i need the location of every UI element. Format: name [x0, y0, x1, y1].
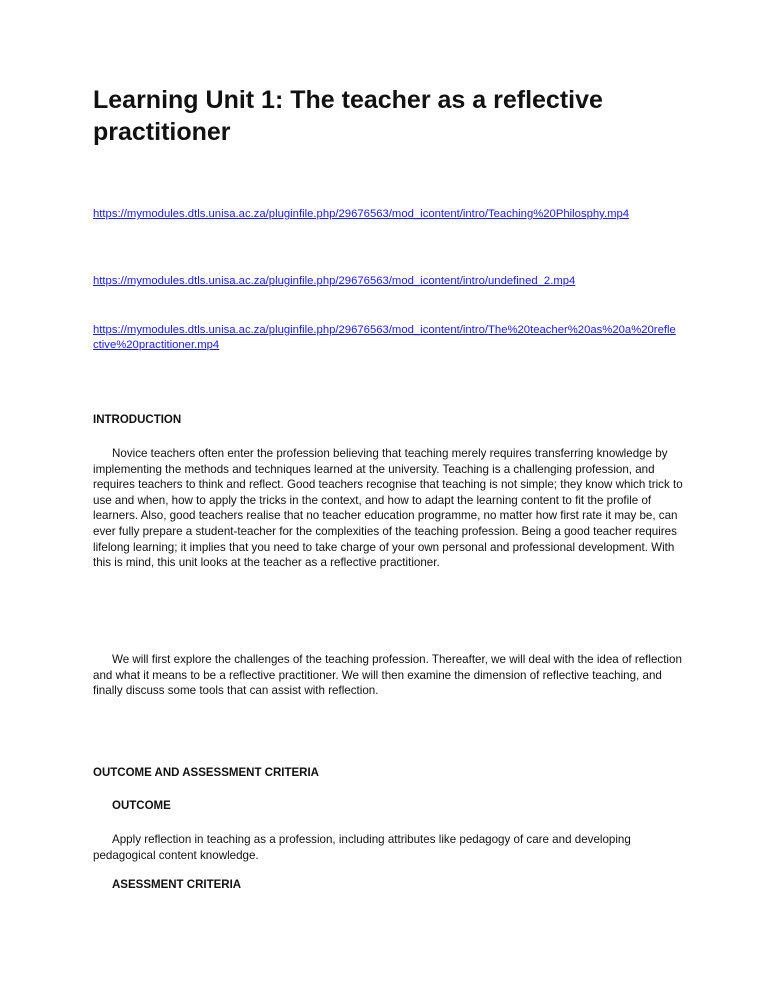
outcome-criteria-heading: OUTCOME AND ASSESSMENT CRITERIA: [93, 767, 319, 779]
video-link-reflective-practitioner[interactable]: https://mymodules.dtls.unisa.ac.za/pluginfile.php/29676563/mod_icontent/intro/The%20teacher%20as%20a%20reflective%20practitioner.mp4: [93, 324, 676, 351]
introduction-paragraph-2: We will first explore the challenges of the teaching profession. Thereafter, we will deal with the idea of reflection and what it means to be a reflective practitioner. We will then examine the dimension of reflective teaching, and finally discuss some tools that can assist with reflection.: [93, 653, 682, 698]
introduction-paragraph-1: Novice teachers often enter the profession believing that teaching merely requires transferring knowledge by implementing the methods and techniques learned at the university. Teaching is a challenging profession, and requires teachers to think and reflect. Good teachers recognise that teaching is not simple; they know which trick to use and when, how to apply the tricks in the context, and how to adapt the learning content to fit the profile of learners. Also, good teachers realise that no teacher education programme, no matter how first rate it may be, can ever fully prepare a student-teacher for the complexities of the teaching profession. Being a good teacher requires lifelong learning; it implies that you need to take charge of your own personal and professional development. With this is mind, this unit looks at the teacher as a reflective practitioner.: [93, 447, 683, 570]
page-title: Learning Unit 1: The teacher as a reflective practitioner: [93, 86, 603, 146]
outcome-paragraph: Apply reflection in teaching as a profession, including attributes like pedagogy of care and developing pedagogical content knowledge.: [93, 833, 631, 862]
outcome-heading: OUTCOME: [112, 800, 171, 812]
video-link-teaching-philosophy[interactable]: https://mymodules.dtls.unisa.ac.za/pluginfile.php/29676563/mod_icontent/intro/Teaching%20Philosphy.mp4: [93, 208, 630, 220]
introduction-heading: INTRODUCTION: [93, 414, 182, 426]
video-link-undefined-2[interactable]: https://mymodules.dtls.unisa.ac.za/pluginfile.php/29676563/mod_icontent/intro/undefined_2.mp4: [93, 275, 576, 287]
assessment-criteria-heading: ASESSMENT CRITERIA: [112, 879, 242, 891]
